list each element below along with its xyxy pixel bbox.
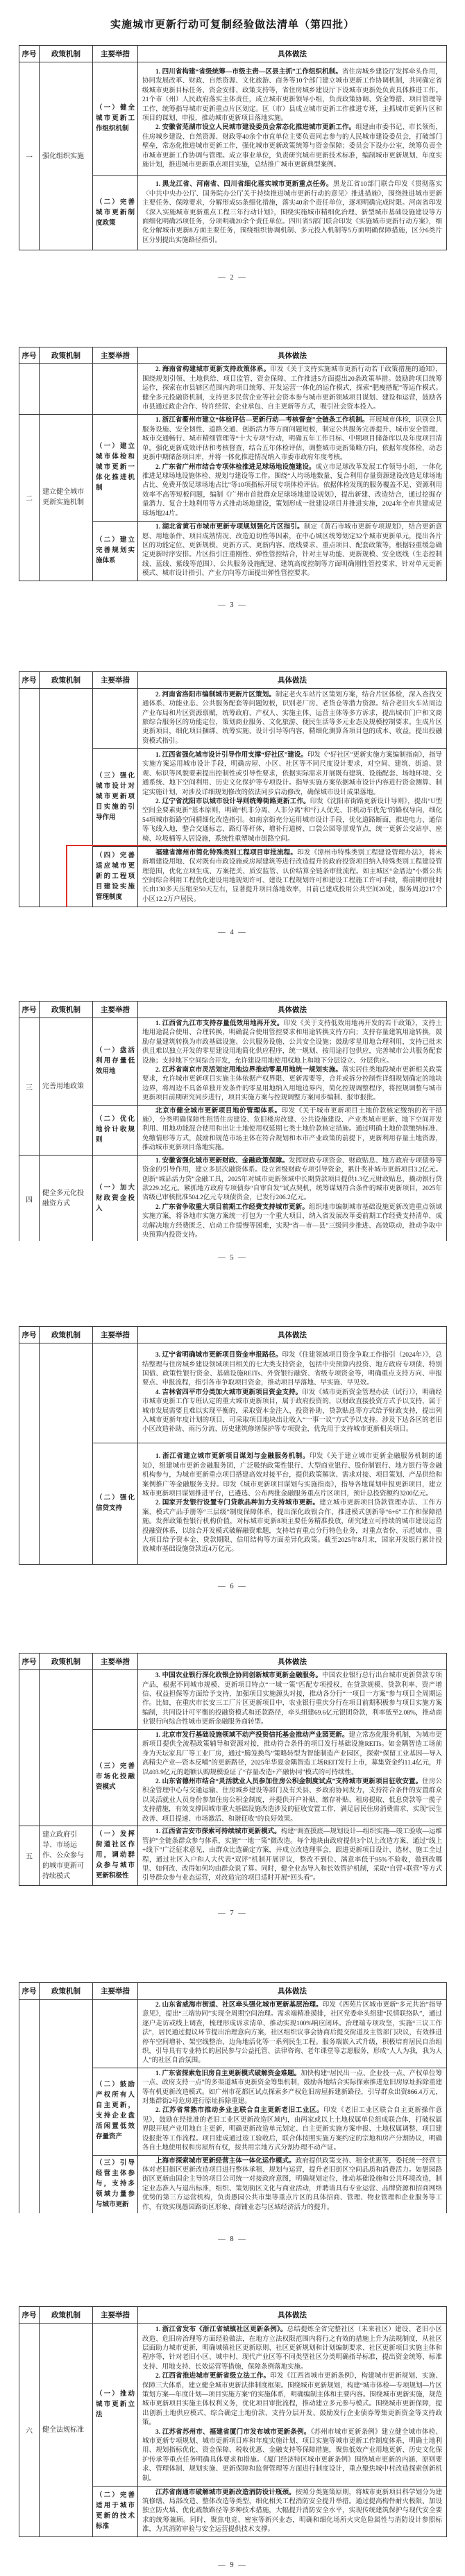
practice-item-title: 2. 江苏省南京市灵活划定用地边界推动零星用地统一规划实施。	[155, 1067, 342, 1074]
row-index-cell: 二	[19, 414, 40, 581]
table-fragment	[19, 671, 447, 907]
column-header: 主要举措	[93, 672, 138, 689]
table-fragment	[19, 1001, 447, 1241]
practice-item-body: 成立市足球改革发展工作领导小组，一体化推进足球场地设施体检、规划与建设等工作。围绕“人均场地数量、复合利用存量资源建设改造足球场地占比、免费开放足球场地占比”等10项指标开展专项体检评估。依据体检发现的服务覆盖不足、资源利用效率不高等短板问题，编制《广州市首批群众足球场地建设规划》，提出新建、改造结合，通过挖掘存量潜力、复合土地利用等方式推动场地建设，策划形成一批建设项目并推进实施，2024年全市共建成足球场地24片。	[142, 463, 442, 517]
table-row	[19, 1670, 447, 1730]
row-index-cell	[19, 689, 40, 907]
column-header: 主要举措	[93, 1654, 138, 1670]
practice-item	[142, 2070, 442, 2107]
measure-cell: （三）完善市场化投融资模式	[93, 1729, 138, 1826]
practice-item	[142, 463, 442, 519]
column-header: 政策机制	[40, 1002, 93, 1018]
details-cell	[138, 689, 447, 749]
practice-item-title: 江苏省南通市破解城市更新改造消防设计瓶颈。	[155, 2489, 296, 2496]
table-row	[19, 689, 447, 749]
policy-mechanism-cell	[40, 2000, 93, 2214]
header-row	[19, 1983, 447, 2000]
column-header: 具体做法	[138, 1983, 447, 2000]
measure-cell	[93, 1670, 138, 1730]
details-cell	[138, 2324, 447, 2487]
practice-item-body: 落实居住类地段城市更新相关政策要求，允许城市更新项目实施主体依据产权界限、更新需要等，合并或拆分控制性详细规划确定的地块边界，将周边不具备单独开发条件的零星用地纳入用地边界内，简化控规调整程序，将控规调整与城市更新项目前期研究同步进行，项目实施方案与控规调整方案同步编制、报审报批。	[142, 1067, 442, 1102]
details-cell	[138, 62, 447, 176]
practice-item-title: 2. 江苏省常熟市推动多业主联合自主更新老旧工业区。	[155, 2107, 324, 2115]
practice-item-body: 印发《老旧工业区联合自主更新操作意见》，鼓励在经批准的老旧工业区更新改造区域内，由两家或以上土地权属单位组成联合体，打破权属界限开展产业用地自主更新，明确更新改造单元划定、自主更新实施方案申报、土地权属调整、项目建设报批等工作流程。项目建成通过竣工验收后，联合体按照实施方案约定的宗地和房产分割协议，明确各自土地使用权和房屋所有权，按共用宗地方式分割办理不动产证。	[142, 2107, 442, 2152]
page-number: — 3 —	[218, 601, 247, 609]
row-index-cell: 三	[19, 1018, 40, 1156]
practice-item-body: 印发《沈阳市街路更新设计导则》，提出“U型空间全要素更新”基本原则，明确“机非分离、人非分离”和“行人优先、非机动车优先”的路权导向，细化54项城市街路空间精细化改造指引。如南京街充分运用城市设计手段，优化道路断面，推进电力、通信等飞线入地，整合交通标志、路灯等杆体，增补行道树、口袋公园等景观节点，统一更新公交站亭、座椅、垃圾桶等人居设施，系统性重塑城市街路空间。	[142, 798, 442, 843]
practice-item	[142, 1828, 442, 1883]
policy-mechanism-cell: 强化组织实施	[40, 62, 93, 250]
page-number: — 9 —	[218, 2561, 247, 2569]
practice-item	[142, 1066, 442, 1104]
practice-item-body: 住房公积金管理中心与交通运输、住房城乡建设等部门及有关县、乡政府协同发力，支持符合条件的安置群众以灵活就业人员身份参加住房公积金制度，并提供开户补贴、缴存补贴、租房提取、低息贷款等一揽子支持措施，有效支撑因城市重大基础设施改造涉及的征收安置工作，满足居民住房消费需求，实现“民生改善、项目提速、市场激活、和谐征收”的良好效果。	[142, 1778, 442, 1823]
measure-cell: （一）健全城市更新工作组织机制	[93, 62, 138, 176]
practice-item-title: 1. 四川省构建“省级统筹—市级主责—区县主抓”工作组织机制。	[155, 68, 343, 76]
practice-item-title: 2. 海南省构建城市更新支持政策体系。	[155, 366, 271, 374]
table-row	[19, 1343, 447, 1443]
table-fragment	[19, 2306, 447, 2537]
table-row	[19, 414, 447, 521]
column-header: 主要举措	[93, 1983, 138, 2000]
header-row	[19, 347, 447, 364]
details-cell	[138, 748, 447, 846]
practice-item-title: 2. 山东省威海市街道、社区牵头强化城市更新基层治理。	[155, 2002, 323, 2009]
practice-item	[142, 2489, 442, 2535]
practice-item-body: 《苏州市城市更新条例》建立健全城市体检、城市更新专项规划、城市更新项目库和年度实施计划、项目实施等城市更新工作制度体系，明确土地利用、规划指标优化、资金保障、税收优惠、金融支持等保障措施，聚焦低效产业用地更新、历史文化保护传承等重点任务明确具体要求和措施。《厦门经济特区城市更新条例》围绕城市更新的内涵、原则要求、管理体制、规划实施、更新保障和监督管理等方面进行制度设计，重点聚焦城中村改造探索创新机制。	[142, 2428, 442, 2482]
column-header: 具体做法	[138, 1654, 447, 1670]
page-number: — 2 —	[218, 274, 247, 282]
practice-item-title: 2. 河南省洛阳市编制城市更新片区策划。	[155, 691, 276, 698]
column-header: 政策机制	[40, 1654, 93, 1670]
column-header: 主要举措	[93, 347, 138, 364]
policy-mechanism-cell: 建立政府引导、市场运作、公众参与的城市更新可持续模式	[40, 1826, 93, 1886]
table-fragment	[19, 1982, 447, 2213]
practice-item-title: 1. 北京市发行基础设施领域不动产投资信托基金推动产业园更新。	[155, 1731, 349, 1739]
measure-cell: （二）完善适用于城市更新的技术标准	[93, 2487, 138, 2537]
measure-cell: （四）完善适应城市更新的工程项目建设实施管理制度	[93, 847, 138, 907]
measure-cell: （一）建立城市体检和城市更新一体化推进机制	[93, 414, 138, 521]
practice-item	[142, 1778, 442, 1824]
practice-item-title: 2. 江西省推进城市更新省级立法工作。	[155, 2373, 271, 2380]
column-header: 具体做法	[138, 1327, 447, 1343]
policy-mechanism-cell: 建立健全城市更新实施机制	[40, 414, 93, 581]
row-index-cell: 一	[19, 62, 40, 250]
practice-item	[142, 68, 442, 123]
column-header: 序号	[19, 1002, 40, 1018]
practice-item-body: 印发《“好社区”更新实施方案编制指南》，指导实施方案运用城市设计手段，明确房屋、小区、社区等不同尺度设计要求，对空间、建筑、街道、景观、标识等风貌要素提出控制性或引导性要求，依据实际需求开展既有建筑、设施配套、场地环境、交通系统、地下空间利用、历史文化保护等专项设计。指导实施方案依据城市设计内容进行资金测算、制定实施计划，对涉及详细规划修改的依法同步启动修改，确保城市设计成果落地。	[142, 751, 442, 796]
practice-item-body: 加快构建“居民出一点、企业投一点、产权单位筹一点、政府支持一点”的多渠道城市更新资金筹集机制，鼓励各地结合实际探索推进危旧房原址拆除重建等有机更新改造模式。如广州市花都区试点探索多产权危旧房屋拆建新路径，引导群众出资866.4万元，对集群街2号危房进行原址拆除重建。	[142, 2070, 442, 2106]
document-title: 实施城市更新行动可复制经验做法清单（第四批）	[110, 19, 355, 31]
practice-item	[142, 1499, 442, 1554]
practice-item-title: 1. 安徽省强化城市更新财政、金融政策保障。	[155, 1157, 289, 1165]
measure-cell: （二）建立完善规划实施体系	[93, 521, 138, 581]
practice-item-title: 2. 山东省德州市结合“灵活就业人员参加住房公积金制度试点”支持城市更新项目征收安置。	[155, 1778, 423, 1785]
practice-item	[142, 1107, 442, 1153]
measure-cell: （二）强化信贷支持	[93, 1443, 138, 1565]
table-fragment	[19, 347, 447, 581]
header-row	[19, 1654, 447, 1670]
details-cell	[138, 1105, 447, 1155]
practice-item-title: 1. 江西省九江市支持存量低效用地再开发。	[155, 1020, 284, 1027]
measure-cell: （一）盘活利用存量低效用地	[93, 1018, 138, 1106]
details-cell	[138, 1729, 447, 1826]
table-row	[19, 1826, 447, 1886]
measure-cell	[93, 1343, 138, 1443]
column-header: 政策机制	[40, 672, 93, 689]
page-number: — 4 —	[218, 929, 247, 936]
practice-item-title: 2. 国家开发银行设置专门贷款品种加力支持城市更新。	[155, 1500, 320, 1507]
practice-item	[142, 1672, 442, 1727]
measure-cell	[93, 2000, 138, 2068]
practice-item-title: 1. 湖北省黄石市城市更新专项规划强化片区指引。	[155, 524, 304, 531]
header-row	[19, 1327, 447, 1343]
policy-table	[19, 347, 447, 581]
practice-item-title: 2. 广东省争取重大项目前期工作经费支持城市更新。	[155, 1203, 309, 1211]
practice-item	[142, 1157, 442, 1203]
practice-item-body: 印发《关于支持实施城市更新行动若干政策措施的通知》，围绕规划引领、土地供给、项目监管、资金保障、工作推进5方面提出20条政策举措。鼓励跨项目统筹运作，探索在市县辖区范围内跨项目统筹、开发运营一体化的运作模式，探索“肥瘦搭配”等运作模式。健全多元投融资机制，支持更多民营企业等社会资本参与城市更新领域项目谋划、建设和运营，鼓励各市县通过政企合作、特许经营、企业承包、自主更新等方式，吸引社会资本投入。	[142, 366, 442, 411]
practice-item	[142, 798, 442, 844]
column-header: 具体做法	[138, 672, 447, 689]
measure-cell: （三）引导经营主体参与，支持多领域力量参与城市更新	[93, 2155, 138, 2213]
practice-item-title: 4. 吉林省四平市分类加大城市更新项目资金支持。	[155, 1389, 303, 1396]
practice-item	[142, 2428, 442, 2484]
row-index-cell: 四	[19, 1155, 40, 1241]
practice-item-body: 政府提供政策支持、租金优惠等，委托统一经营主体对老旧街区更新改造项目进行整体承租、规划与运营，提升老旧街区空间品质和消费活力。如愚园路街区更新由国企主导的项目公司统一对接政府意图，明确规划定位，推动基础设施和公共环境改造，制定业态准入与退出标准，组织、策划街区文化与商业活动，并聘请具有专业运营、品牌资源和招商网络优势的第三方运营机构，负责愚园公共市集等重点片区的具体招商、管理、物业管理和企业服务等工作，有效实现愚园路街区形象、商铺业态与区域经济活力的提升。	[142, 2157, 442, 2211]
practice-item-body: 印发《关于城市更新项目土地价款核定缴纳的若干措施》，分类明确保障性租赁住房建设、危旧楼房改建、公共设施建设、产业类城市更新、地下空间开发利用、用地功能混合使用和出让土地使用权延期七类土地价款核定措施。通过明确土地价款缴纳标准、免缴情形等方式，鼓励和规范市场主体在符合规划和本市产业政策的前提下，更新利用存量土地资源，推动城市更新项目落地实施。	[142, 1107, 442, 1152]
table-fragment	[19, 45, 447, 250]
table-row	[19, 62, 447, 176]
practice-item-title: 2. 广东省广州市结合专项体检推进足球场地设施建设。	[155, 463, 316, 471]
table-row	[19, 364, 447, 415]
practice-item-body: 印发《关于支持低效用地再开发的若干政策》，支持土地用途混合使用、合理转换，明确混合使用管控要求和用途转换支持方向；支持存量建筑用途转换，鼓励存量建筑转换为市政基础设施、公共服务设施、公共安全设施；鼓励零星用地合理利用，支持已批未供且难以独立开发的零星建设用地简化供应程序，统一规划、按用途打包供应，完善城市公共服务配套设施；支持地下空间综合开发，允许建设用地使用权地上和地下分层设立、分层供应。	[142, 1020, 442, 1065]
table-fragment	[19, 1326, 447, 1565]
measure-cell	[93, 689, 138, 749]
column-header: 政策机制	[40, 1983, 93, 2000]
practice-item	[142, 2372, 442, 2428]
details-cell	[138, 2155, 447, 2213]
row-index-cell	[19, 1343, 40, 1565]
practice-item-title: 2. 辽宁省沈阳市以城市设计导则统筹街路更新工作。	[155, 798, 310, 805]
practice-item	[142, 366, 442, 412]
practice-item	[142, 849, 442, 904]
measure-cell: （二）鼓励产权所有人自主更新，支持企业盘活闲置低效存量资产	[93, 2068, 138, 2155]
column-header: 序号	[19, 1327, 40, 1343]
details-cell	[138, 1443, 447, 1565]
column-header: 主要举措	[93, 1002, 138, 1018]
policy-mechanism-cell	[40, 364, 93, 415]
row-index-cell	[19, 364, 40, 415]
practice-item-body: 发挥财政专项资金、财政贴息、地方政府专项债券等资金的引导作用，建立多层次融资体系。设立省级财政专项引导资金，累计奖补城市更新项目3.2亿元。创新“城品活力贷”金融工具，2025年对城市更新领域中长期贷款项目提供1.3亿元财政贴息，撬动银行贷款229.2亿元。紧抓地方政府专项债券“自审自发”试点契机，统筹谋划符合条件的城市更新项目，2025年省级已审核批准504.2亿元专项债资金，已发行206.2亿元。	[142, 1157, 442, 1202]
measure-cell: （一）推动城市更新立法	[93, 2324, 138, 2487]
column-header: 主要举措	[93, 46, 138, 62]
policy-table	[19, 45, 447, 250]
details-cell	[138, 414, 447, 521]
practice-item-body: 制定《黄石市城市更新专项规划》，结合更新意愿、用地条件、项目成熟情况、改造迫切性等因素，在中心城区统筹划定32个城市更新单元，提出各片区的功能定位、更新规模、更新方式、更新内容、底线要求、重点项目、配套政策等，根据轻重缓急确定更新时序安排。片区指引注重刚性、弹性管控结合，针对主导功能、更新规模、安全底线（生态控制线、蓝线、紫线等范围）、公共服务设施配建、建筑高度控制等方面明确刚性管控要求，针对单元更新模式、城市设计指引、产业方向等方面提出弹性管控要求。	[142, 524, 442, 578]
column-header: 具体做法	[138, 347, 447, 364]
practice-item-title: 北京市健全城市更新项目地价管理体系。	[155, 1107, 282, 1115]
table-row	[19, 2000, 447, 2068]
page-number: — 5 —	[218, 1254, 247, 1262]
column-header: 序号	[19, 347, 40, 364]
practice-item-body: 印发《江西省城市更新条例》，构建城市更新规划、实施、保障三大体系，建立健全城市更新法律制度框架。围绕城市更新规划，构建“城市体检—专项规划—片区策划方案—年度计划—项目实施方案”的实施体系，明确编制主体和主要内容。围绕城市更新实施，规范城市更新项目实施主体权利义务，优化项目审批流程，推动建立多元参与模式。围绕城市更新保障，提出创新土地供应模式、综合确定土地价款、支持分层开发、鼓励发行企业债券筹集更新资金等支持政策。	[142, 2373, 442, 2427]
policy-table	[19, 1982, 447, 2213]
practice-item	[142, 1731, 442, 1778]
header-row	[19, 2307, 447, 2324]
practice-item-body: 按照分类施策原则，将城市更新项目科学划分为建筑修缮、局部改造、整体改造等类型，细化相关工程消防安全提升举措。通过提高构件耐火极限、加设独立防火墙、优化疏散路径等多种技术措施，大幅提升消防安全水平，实现传统建筑保护与现代安全要求的统筹兼顾。同时，聚焦电竞、密室等新兴业态，明确和细化场所火灾危险属性与消防设计参照标准，为其消防审验与安全运营提供技术支撑。	[142, 2489, 442, 2534]
practice-item-body: 印发《关于建立城市更新金融服务机制的通知》，组建城市更新金融服务团，广泛吸纳政策性银行、大型商业银行、股份制银行、地方银行等金融机构参与，为城市更新重点项目搭建高效对接平台，提供政策解读、需求对接、项目策划、产品供给和案例推广等金融服务支持。印发《城市更新项目谋划与实施指南》，指导各地谋划申报更新项目，建立城市更新项目谋划推进平台，已遴选、公布两批金融服务重点片区项目，预计总投资额约3200亿元。	[142, 1453, 442, 1497]
page-number: — 6 —	[218, 1583, 247, 1590]
practice-item-body: 建立常态化服务机制，为城市更新项目提供全流程政策辅导和资源对接，推动符合条件的项目发行基础设施REITs。如金隅智造工场前身为天坛家具厂等工业厂房，通过“腾笼换鸟”策略转型为智能制造产业园区，探索“保留工业基因—导入高精尖产业—资本反哺”的更新路径，2025年华夏金隅智造工场REIT发行上市，募集资金约11.4亿元，并以403.9亿元的超额认购规模验证了“存量改造+产融协同”模式的可持续性。	[142, 1731, 442, 1776]
practice-item-title: 1. 黑龙江省、河南省、四川省细化落实城市更新重点任务。	[155, 181, 333, 189]
details-cell	[138, 364, 447, 415]
measure-cell: （三）强化城市设计对城市更新项目实施的引导作用	[93, 748, 138, 846]
practice-item	[142, 180, 442, 246]
measure-cell: （一）发挥街道社区作用，调动群众参与城市更新积极性	[93, 1826, 138, 1886]
practice-item-title: 3. 辽宁省明确城市更新项目资金申报路径。	[155, 1352, 282, 1359]
practice-item	[142, 1452, 442, 1499]
practice-item	[142, 1203, 442, 1241]
practice-item-body: 中国农业银行总行出台城市更新贷款专项产品，根据不同城市规模、更新项目特点“一城一策”匹配专项授权，在贷款规模、贷款利率、资产增信、权益担保等方面给予支持，加强项目实施源头对接，推动各分行“一项目一方案”参与项目全周期运作。比如，在重庆市长安三工厂片区更新项目中，农业银行重庆分行在项目前期积极参与项目实施方案编制，共同设计可平衡的投融资模式和还款路径，牵头组建69.6亿元银团贷款，利率低至2.08%，推动商业银行向综合性城市更新金融服务商转型。	[142, 1672, 442, 1726]
column-header: 具体做法	[138, 1002, 447, 1018]
measure-cell: （二）完善城市更新制度政策	[93, 176, 138, 250]
measure-cell: （一）加大财政资金投入	[93, 1155, 138, 1241]
practice-item	[142, 2157, 442, 2213]
practice-item-body: 黑龙江省10部门联合印发《贯彻落实〈中共中央办公厅、国务院办公厅关于持续推进城市更新行动的意见〉推进措施》，围绕推进城市更新主要任务、保障要求，分解形成55条细化措施，落实40余个责任单位，逐项明确完成时限。河南省印发《深入实施城市更新重点工程三年行动计划》，围绕实施城市精细化治理、新型城市基础设施建设等方面细化明确25项任务，分项明确20余个责任单位。四川省5部门联合印发《实施城市更新行动方案》，细化分解城市更新8方面主要任务，围绕组织协调机制、多元投入机制等5方面明确保障措施，区分6类片区分别提出实施路径指引。	[142, 181, 442, 244]
column-header: 具体做法	[138, 46, 447, 62]
practice-item	[142, 751, 442, 798]
practice-item	[142, 1020, 442, 1066]
row-index-cell: 六	[19, 2324, 40, 2537]
practice-item-title: 福建省漳州市简化特殊类别工程项目审批流程。	[155, 849, 298, 857]
row-index-cell	[19, 1670, 40, 1826]
column-header: 主要举措	[93, 2307, 138, 2324]
details-cell	[138, 2000, 447, 2068]
practice-item-title: 1. 浙江省衢州市建立“体检评估—更新行动—考核督查”全链条工作机制。	[155, 417, 369, 424]
policy-table	[19, 1326, 447, 1565]
policy-mechanism-cell: 健全多元化投融资方式	[40, 1155, 93, 1241]
table-row	[19, 1018, 447, 1106]
practice-item-title: 3. 江苏省苏州市、福建省厦门市发布城市更新条例。	[155, 2428, 311, 2436]
practice-item-title: 1. 江西省强化城市设计引导作用支撑“好社区”建设。	[155, 751, 307, 759]
practice-item-title: 2. 安徽省芜湖市设立人民城市建设委员会常态化推进城市更新工作。	[155, 124, 356, 132]
practice-item-body: 开展城市体检，识别公共服务设施、安全韧性、道路交通、创新活力等方面问题短板，制定公共服务完善提升、城市安全管理、城市交通畅行、城市精细管理等“十大专项”行动，明确五年工作目标、中期项目储备库以及年度项目清单。强化更新成效评估和考核督查，结合五年体检评估，调整城市更新策略方向，依据年度体检，动态更新中期储备项目库，并将一体化推进情况纳入市委市政府年度考核。	[142, 417, 442, 462]
measure-cell: （二）优化地价计收规则	[93, 1105, 138, 1155]
practice-item-title: 上海市探索城市更新经营主体一体化运作模式。	[155, 2157, 296, 2165]
policy-table	[19, 671, 447, 907]
column-header: 具体做法	[138, 2307, 447, 2324]
practice-item-body: 印发《漳州市特殊类别工程建设管理办法》，将未新增建设用地、仅对既有市政设施或房屋建筑等进行改造提升的政府投资项目纳入特殊类别工程建设管理范围，优化立项生成、方案把关、质安监管、认价结算全链条审批流程。如主城区“金厝边”小微公共空间综合利用工程优化建设用地规划许可、建设工程规划许可和建设工程施工许可手续，将前期审批时长由130多天压缩至50天左右，显著提升项目落地效率，目前已建成投用公共空间20处，服务周边217个小区12.2万户居民。	[142, 849, 442, 903]
policy-table	[19, 2306, 447, 2537]
column-header: 政策机制	[40, 1327, 93, 1343]
table-row	[19, 2324, 447, 2487]
practice-item-title: 3. 中国农业银行深化政银企协同创新城市更新金融服务。	[155, 1672, 323, 1680]
column-header: 主要举措	[93, 1327, 138, 1343]
details-cell	[138, 1155, 447, 1241]
details-cell	[138, 176, 447, 250]
page-number: — 8 —	[218, 2235, 247, 2243]
details-cell	[138, 1343, 447, 1443]
practice-item-title: 1. 广东省探索危旧房自主更新模式破解资金难题。	[155, 2070, 301, 2077]
practice-item	[142, 1351, 442, 1389]
column-header: 序号	[19, 2307, 40, 2324]
practice-item-body: 总结提炼全省完整社区（未来社区）建设、老旧小区改造、危旧房治理等方面经验做法，在地方立法权限范围内将行之有效的措施上升为法规制度，从社区层面助力城市更新，明确城镇社区更新原则、社区更新规划和计划编制要求、社区更新项目实施主体和程序等，针对老旧小区、城中村、现代产业区等不同类型社区分类明确指导标准，提出资金统筹、标准支持、用地支持、长效运营等措施，保障条例落地实施。	[142, 2326, 442, 2371]
details-cell	[138, 1826, 447, 1886]
column-header: 政策机制	[40, 347, 93, 364]
row-index-cell	[19, 2000, 40, 2214]
practice-item	[142, 416, 442, 463]
practice-item-title: 1. 浙江省建立城市更新项目谋划与金融服务机制。	[155, 1453, 310, 1461]
practice-item-title: 1. 浙江省发布《浙江省城镇社区更新条例》。	[155, 2326, 287, 2334]
page-number: — 7 —	[218, 1909, 247, 1917]
policy-table	[19, 1653, 447, 1886]
practice-item-body: 建立城市更新项目贷款管理办法、工作方案、模式产品手册等“三层级”制度保障体系，提出深化政银合作、推进模式创新等“6+6”工作和保障措施。发挥政策性银行机构价值，对标城市更新8项主要任务精准投放，研究建立可持续的城市建设运营投融资体系，以综合开发模式破解融资难题，支持培育重点分行特色业务，对重点省份、示范城市、重大项目给予资本金、贷款期限、信用结构等方面差异化政策。截至2025年8月末，国家开发银行累计投放城市基础设施贷款近4万亿元。	[142, 1500, 442, 1554]
policy-mechanism-cell: 健全法规标准	[40, 2324, 93, 2537]
practice-item-body: 印发《住建领域项目资金争取工作指引（2024年）》，总结整理与住房城乡建设领域项目相关的七大类支持资金，包括中央预算内投资、地方政府专项债、特别国债、政策性银行资金、基础设施REITs、外资银行融资、省级专项资金等，明确重点支持方向、申报要点、申报流程，指引各市争取项目资金，推动项目早落地、早实施、早见效。	[142, 1352, 442, 1387]
details-cell	[138, 2487, 447, 2537]
practice-item-body: 组建由市委书记、市长领衔，住房城乡建设、自然资源、财政等40余个市直单位主要负责同志参与的人民城市建设委员会，打破部门壁垒，常态化推进城市更新工作，强化城市更新政策统筹与资金保障；委员会下设办公室，统筹负责全市城市更新工作协调与管理。成立事业单位，负责研究城市更新技术标准，编制城市更新规划、年度实施计划，推进城市更新重点项目实施，总结推广城市更新典型案例。	[142, 124, 442, 169]
column-header: 政策机制	[40, 2307, 93, 2324]
practice-item	[142, 523, 442, 578]
row-index-cell: 五	[19, 1826, 40, 1886]
policy-table	[19, 1001, 447, 1241]
practice-item-body: 省住房城乡建设厅发挥牵头作用，协同发展改革、财政、自然资源、文化旅游、商务等10个部门建立城市更新工作协调机制，共同确定省级城市更新目标任务、资金安排、政策支持等，省住房城乡建设厅下设城市更新处负责具体推进工作。21个市（州）人民政府落实主体责任，成立城市更新领导小组，负责政策协调、资金筹措、项目管理等工作，统筹指导城市更新重点片区划定。区（市）县成立城市更新工作推进专班，主抓城市更新片区和项目的谋划、申报，推动城市更新项目落地实施。	[142, 68, 442, 122]
table-row	[19, 1155, 447, 1241]
details-cell	[138, 521, 447, 581]
details-cell	[138, 1670, 447, 1730]
practice-item	[142, 2326, 442, 2372]
policy-mechanism-cell	[40, 1343, 93, 1565]
details-cell	[138, 2068, 447, 2155]
column-header: 序号	[19, 1654, 40, 1670]
header-row	[19, 1002, 447, 1018]
practice-item	[142, 2106, 442, 2153]
practice-item-body: 构建“调查摸底—规划设计—组织实施—竣工验收—运维管护”全链条群众参与体系，实施“一地一策”微改造。每个地块由政府提供3个以上改造方案，通过“线上+线下”广泛征求意见，由群众比选确定方案，并成立改造理事会，跟进更新项目设计、选材、施工全过程，通过社区入户和人大代表“双评”机制开展评议，整改不到位、满意率低于95%不验收，做到改哪里、如何改、改得如何均由群众说了算。同时，健全业态导入和长效管护机制，采取“自营+联营”等方式引导群众参与业态运营，对改造完的项目适时开展“回头看”。	[142, 1828, 442, 1882]
practice-item-body: 印发《城市更新资金管理办法（试行）》，明确经市城市更新工作专班认定的重大城市更新项目，属于政府投资的，以财政直接投资方式予以支持，属于城市发展需要且难以实现平衡的，采取资本金注入、投资补助、贷款贴息等方式给予财政支持，提出列入城市更新年度计划的项目，可采取项目地块出让收入“一事一议”方式予以支持。涉及下达各区的老旧小区改造补助、雨污分流、历史建筑修缮保护等专项资金，优先用于支持城市更新相关项目。	[142, 1389, 442, 1434]
practice-item-body: 组织地市编制城市基础设施更新改造重点领域实施方案，将各地市实施方案统一打包为一个重大项目，纳入省发展改革委前期工作经费支持清单，成功解决地方经费匮乏、启动工作缓慢等困难，实现“省—市—县”三级同步推进、高效联动，推动争取中央预算内投资支持。	[142, 1203, 442, 1239]
practice-item-title: 1. 江西省吉安市探索可持续城市更新模式。	[155, 1828, 281, 1836]
table-fragment	[19, 1653, 447, 1886]
header-row	[19, 672, 447, 689]
policy-mechanism-cell	[40, 1670, 93, 1826]
practice-item	[142, 1389, 442, 1435]
details-cell	[138, 847, 447, 907]
column-header: 序号	[19, 46, 40, 62]
column-header: 序号	[19, 1983, 40, 2000]
policy-mechanism-cell: 完善用地政策	[40, 1018, 93, 1156]
practice-item	[142, 123, 442, 170]
practice-item	[142, 2001, 442, 2066]
column-header: 政策机制	[40, 46, 93, 62]
practice-item-body: 制定老火车站片区策划方案，结合片区体检，深入查找交通体系、功能业态、公共服务配套等问题短板，识别老厂房、老货仓等潜力资源。结合老旧火车站周边产业布局和片区资源禀赋，统筹政府、产权人、实施主体、运营主体等多方诉求，提出城市门户和文商旅综合服务区的功能定位，策划商业服务、文化旅游、便民生活等多元业态及规模控制要求。生成片区更新项目，细化项目捆绑、统筹实施、设计引导等内容，精细化测算各项目包的成本、收益，提出投融资模式指引。	[142, 691, 442, 745]
details-cell	[138, 1018, 447, 1106]
column-header: 序号	[19, 672, 40, 689]
practice-item	[142, 691, 442, 746]
measure-cell	[93, 364, 138, 415]
header-row	[19, 46, 447, 62]
policy-mechanism-cell	[40, 689, 93, 907]
practice-item-body: 印发《西苑片区城市更新“多元共治”指导意见》，提出“三端协同”实现全周期空间治理。需求端精准摸排，社区党委牵头组建“民情联络队”，通过逐户走访或线上调查，梳理形成诉求清单、推动实现100%响应闭环。治理端专项攻坚，实施“三议工作法”，居民通过提议环节提出治理意向方案，社区组织议事会协商后提交街道及主管部门决议，有效推进停车空间增补、架空线整治、边角地活化等一系列民生工程。服务端嵌入式升级，积极培育居民自治组织，引导具有专业特长的居民参与公益托管、法律咨询、老年课堂等志愿服务，形成“人人为我，我为人人”的社区自治氛围。	[142, 2002, 442, 2065]
